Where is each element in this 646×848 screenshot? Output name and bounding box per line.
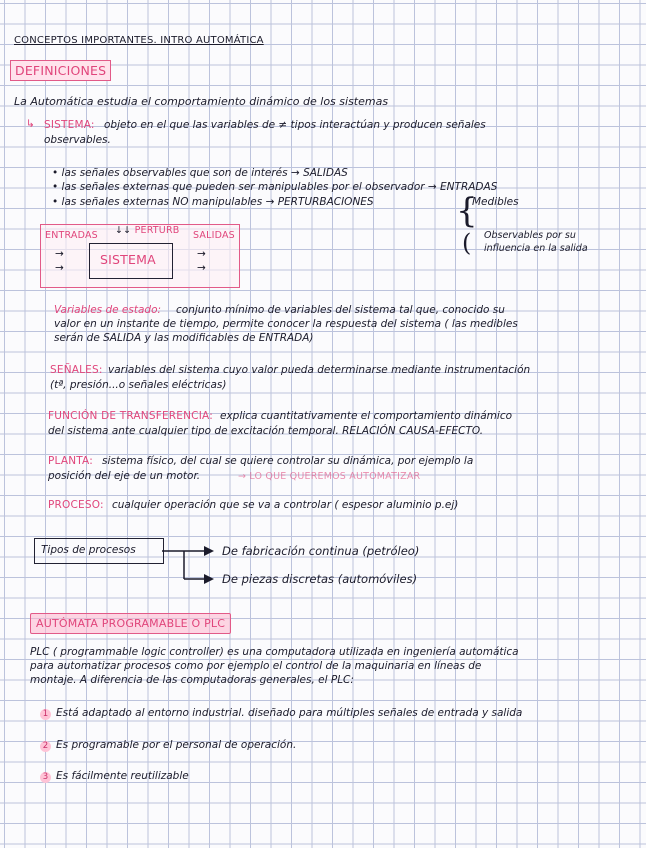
perturb-type-observables: Observables por su	[484, 230, 576, 241]
funcion-l2: del sistema ante cualquier tipo de excitación temporal. RELACIÓN CAUSA-EFECTO.	[48, 425, 484, 437]
item-number-badge: 3	[40, 772, 51, 783]
funcion-l1: explica cuantitativamente el comportamiento dinámico	[220, 410, 513, 422]
tipos-box-label: Tipos de procesos	[41, 544, 136, 556]
diagram-disturb-label	[115, 224, 179, 237]
perturb-type-medibles: Medibles	[472, 196, 519, 208]
list-item	[40, 707, 522, 720]
planta-label: PLANTA:	[48, 455, 93, 467]
plc-item-text: Es programable por el personal de operación.	[56, 739, 297, 751]
output-arrows-icon: → →	[197, 248, 206, 274]
section-heading-plc: AUTÓMATA PROGRAMABLE O PLC	[30, 613, 231, 634]
intro-line: La Automática estudia el comportamiento dinámico de los sistemas	[14, 95, 389, 108]
list-item: • las señales externas NO manipulables → PERTURBACIONES	[52, 196, 374, 208]
perturb-type-observables-2: influencia en la salida	[484, 243, 588, 254]
brace-icon: (	[462, 229, 472, 257]
variables-estado-l1: conjunto mínimo de variables del sistema tal que, conocido su	[176, 304, 505, 316]
tipo-continua: De fabricación continua (petróleo)	[222, 544, 420, 558]
tipo-discretas: De piezas discretas (automóviles)	[222, 572, 418, 586]
planta-l1: sistema físico, del cual se quiere controlar su dinámica, por ejemplo la	[102, 455, 474, 467]
input-arrows-icon: → →	[55, 248, 64, 274]
bullet-text: las señales externas NO manipulables → PERTURBACIONES	[61, 196, 374, 208]
planta-arrow-note: → LO QUE QUEREMOS AUTOMATIZAR	[238, 471, 421, 482]
list-item: • las señales observables que son de interés → SALIDAS	[52, 167, 348, 179]
page-title: CONCEPTOS IMPORTANTES. INTRO AUTOMÁTICA	[14, 35, 264, 46]
diagram-inputs-label: ENTRADAS	[45, 230, 98, 241]
planta-l2: posición del eje de un motor.	[48, 470, 201, 482]
diagram-disturb-text: PERTURB	[134, 225, 180, 236]
diagram-outputs-label: SALIDAS	[193, 230, 235, 241]
list-item	[40, 739, 296, 752]
sistema-label: SISTEMA:	[44, 119, 95, 131]
funcion-label: FUNCIÓN DE TRANSFERENCIA:	[48, 410, 213, 422]
section-heading-definiciones: DEFINICIONES	[10, 60, 111, 81]
proceso-text: cualquier operación que se va a controlar ( espesor aluminio p.ej)	[112, 499, 459, 511]
variables-estado-l2: valor en un instante de tiempo, permite conocer la respuesta del sistema ( las medibles	[54, 318, 518, 330]
sistema-text-2: observables.	[44, 134, 111, 146]
tipos-box	[34, 538, 164, 564]
plc-item-text: Es fácilmente reutilizable	[56, 770, 189, 782]
senales-l1: variables del sistema cuyo valor pueda determinarse mediante instrumentación	[108, 364, 531, 376]
plc-p3: montaje. A diferencia de las computadoras generales, el PLC:	[30, 674, 354, 686]
bullet-text: las señales observables que son de interés → SALIDAS	[61, 167, 348, 179]
item-number-badge: 1	[40, 709, 51, 720]
senales-label: SEÑALES:	[50, 364, 103, 376]
plc-item-text: Está adaptado al entorno industrial. diseñado para múltiples señales de entrada y salida	[56, 707, 523, 719]
plc-p1: PLC ( programmable logic controller) es una computadora utilizada en ingeniería automática	[30, 646, 519, 658]
item-number-badge: 2	[40, 741, 51, 752]
system-diagram	[40, 224, 240, 288]
brace-icon: {	[456, 191, 478, 231]
plc-p2: para automatizar procesos como por ejemplo el control de la maquinaria en líneas de	[30, 660, 482, 672]
down-arrow-icon: ↓↓	[115, 225, 132, 236]
list-item	[40, 770, 189, 783]
list-item: • las señales externas que pueden ser manipulables por el observador → ENTRADAS	[52, 181, 498, 193]
bullet-text: las señales externas que pueden ser manipulables por el observador → ENTRADAS	[61, 181, 498, 193]
proceso-label: PROCESO:	[48, 499, 104, 511]
sistema-text-1: objeto en el que las variables de ≠ tipos interactúan y producen señales	[104, 119, 486, 131]
sistema-arrow-icon: ↳	[26, 118, 35, 130]
variables-estado-l3: serán de SALIDA y las modificables de ENTRADA)	[54, 332, 314, 344]
variables-estado-label: Variables de estado:	[54, 304, 162, 316]
sistema-box	[89, 243, 173, 279]
senales-l2: (tª, presión...o señales eléctricas)	[50, 379, 227, 391]
sistema-box-label: SISTEMA	[100, 252, 156, 267]
